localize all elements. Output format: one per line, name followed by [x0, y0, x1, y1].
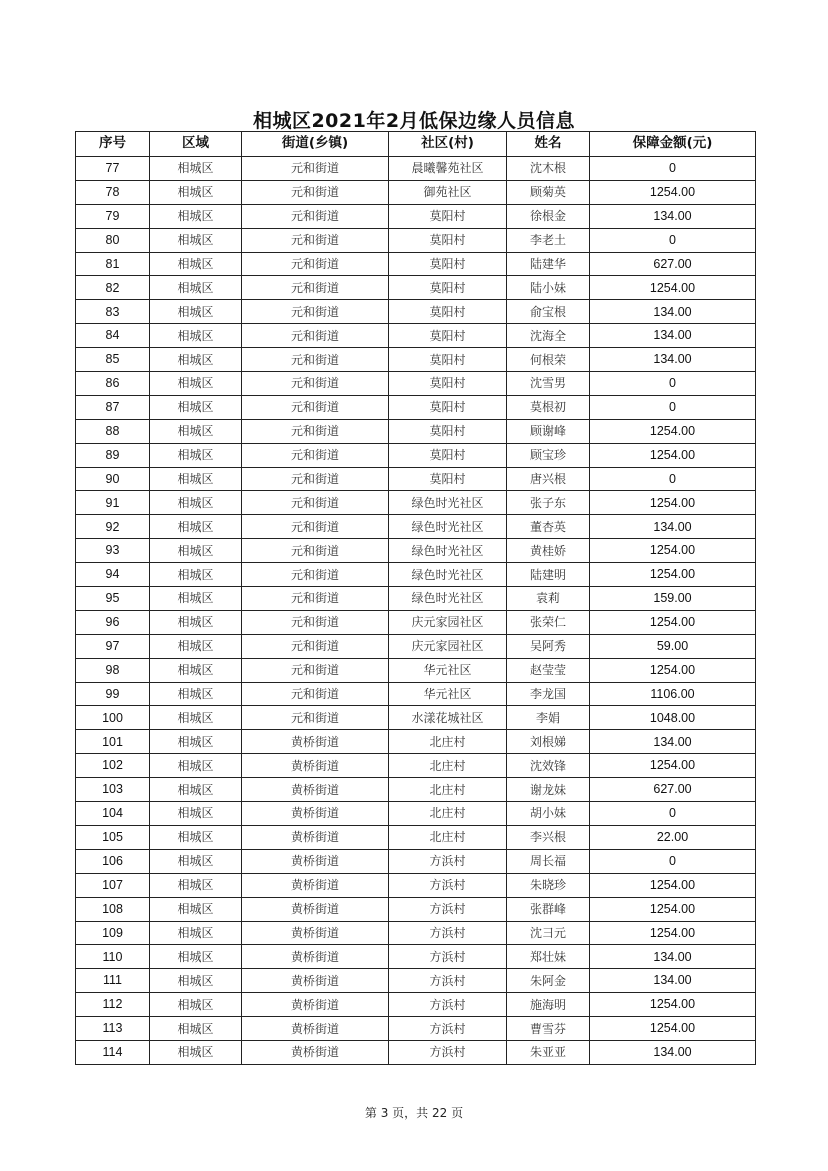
header-name: 姓名: [507, 132, 590, 157]
cell-amount: 134.00: [590, 204, 756, 228]
cell-district: 相城区: [150, 300, 242, 324]
table-row: [76, 467, 756, 491]
cell-street: 元和街道: [242, 467, 389, 491]
cell-street: 黄桥街道: [242, 1040, 389, 1064]
cell-index: 101: [76, 730, 150, 754]
table-row: [76, 1040, 756, 1064]
table-row: [76, 873, 756, 897]
cell-community: 方浜村: [389, 1017, 507, 1041]
header-index: 序号: [76, 132, 150, 157]
cell-district: 相城区: [150, 515, 242, 539]
cell-name: 李兴根: [507, 825, 590, 849]
cell-community: 绿色时光社区: [389, 587, 507, 611]
cell-name: 俞宝根: [507, 300, 590, 324]
cell-community: 莫阳村: [389, 228, 507, 252]
cell-street: 元和街道: [242, 539, 389, 563]
cell-name: 郑壮妹: [507, 945, 590, 969]
cell-name: 曹雪芬: [507, 1017, 590, 1041]
cell-name: 袁莉: [507, 587, 590, 611]
cell-street: 黄桥街道: [242, 897, 389, 921]
cell-index: 84: [76, 324, 150, 348]
cell-community: 方浜村: [389, 1040, 507, 1064]
cell-amount: 1254.00: [590, 897, 756, 921]
header-community: 社区(村): [389, 132, 507, 157]
cell-community: 莫阳村: [389, 324, 507, 348]
cell-index: 87: [76, 395, 150, 419]
cell-name: 刘根娣: [507, 730, 590, 754]
cell-amount: 1254.00: [590, 873, 756, 897]
cell-amount: 134.00: [590, 324, 756, 348]
cell-district: 相城区: [150, 849, 242, 873]
cell-index: 100: [76, 706, 150, 730]
cell-amount: 1254.00: [590, 921, 756, 945]
table-row: [76, 395, 756, 419]
table-row: [76, 1017, 756, 1041]
cell-name: 顾谢峰: [507, 419, 590, 443]
cell-index: 88: [76, 419, 150, 443]
cell-amount: 134.00: [590, 730, 756, 754]
cell-community: 绿色时光社区: [389, 539, 507, 563]
cell-index: 109: [76, 921, 150, 945]
cell-amount: 1254.00: [590, 419, 756, 443]
cell-index: 111: [76, 969, 150, 993]
cell-community: 方浜村: [389, 873, 507, 897]
cell-index: 105: [76, 825, 150, 849]
cell-district: 相城区: [150, 228, 242, 252]
cell-community: 华元社区: [389, 658, 507, 682]
table-row: [76, 419, 756, 443]
cell-index: 79: [76, 204, 150, 228]
table-row: [76, 252, 756, 276]
cell-index: 90: [76, 467, 150, 491]
cell-name: 陆建明: [507, 563, 590, 587]
table-row: [76, 563, 756, 587]
cell-name: 顾菊英: [507, 180, 590, 204]
cell-amount: 134.00: [590, 945, 756, 969]
table-header-row: [76, 132, 756, 157]
cell-amount: 1254.00: [590, 754, 756, 778]
table-row: [76, 754, 756, 778]
table-row: [76, 730, 756, 754]
header-district: 区域: [150, 132, 242, 157]
cell-street: 黄桥街道: [242, 993, 389, 1017]
cell-community: 方浜村: [389, 945, 507, 969]
cell-community: 莫阳村: [389, 372, 507, 396]
table-row: [76, 634, 756, 658]
cell-name: 沈彐元: [507, 921, 590, 945]
cell-name: 李娟: [507, 706, 590, 730]
cell-index: 103: [76, 778, 150, 802]
cell-community: 庆元家园社区: [389, 610, 507, 634]
cell-district: 相城区: [150, 658, 242, 682]
cell-index: 81: [76, 252, 150, 276]
table-row: [76, 658, 756, 682]
cell-amount: 1254.00: [590, 276, 756, 300]
cell-district: 相城区: [150, 252, 242, 276]
cell-community: 莫阳村: [389, 348, 507, 372]
cell-community: 御苑社区: [389, 180, 507, 204]
cell-street: 元和街道: [242, 658, 389, 682]
cell-index: 95: [76, 587, 150, 611]
cell-index: 86: [76, 372, 150, 396]
cell-index: 98: [76, 658, 150, 682]
cell-index: 106: [76, 849, 150, 873]
cell-index: 107: [76, 873, 150, 897]
cell-community: 北庄村: [389, 754, 507, 778]
cell-name: 徐根金: [507, 204, 590, 228]
table-row: [76, 348, 756, 372]
cell-amount: 1254.00: [590, 539, 756, 563]
cell-district: 相城区: [150, 682, 242, 706]
cell-district: 相城区: [150, 419, 242, 443]
cell-amount: 1048.00: [590, 706, 756, 730]
cell-street: 元和街道: [242, 252, 389, 276]
cell-community: 绿色时光社区: [389, 563, 507, 587]
data-table: [75, 131, 756, 1065]
cell-district: 相城区: [150, 945, 242, 969]
cell-street: 元和街道: [242, 348, 389, 372]
cell-index: 85: [76, 348, 150, 372]
table-row: [76, 587, 756, 611]
cell-community: 莫阳村: [389, 467, 507, 491]
cell-street: 元和街道: [242, 587, 389, 611]
table-row: [76, 802, 756, 826]
cell-amount: 1106.00: [590, 682, 756, 706]
cell-street: 黄桥街道: [242, 849, 389, 873]
table-row: [76, 443, 756, 467]
cell-name: 张群峰: [507, 897, 590, 921]
cell-district: 相城区: [150, 969, 242, 993]
table-row: [76, 515, 756, 539]
cell-amount: 1254.00: [590, 1017, 756, 1041]
page-footer: 第 3 页，共 22 页: [364, 1106, 464, 1120]
cell-street: 黄桥街道: [242, 802, 389, 826]
cell-street: 元和街道: [242, 395, 389, 419]
cell-amount: 627.00: [590, 252, 756, 276]
cell-street: 元和街道: [242, 634, 389, 658]
cell-street: 元和街道: [242, 372, 389, 396]
table-row: [76, 276, 756, 300]
cell-name: 沈木根: [507, 157, 590, 181]
cell-street: 元和街道: [242, 682, 389, 706]
cell-amount: 0: [590, 157, 756, 181]
table-row: [76, 778, 756, 802]
cell-street: 元和街道: [242, 204, 389, 228]
cell-amount: 134.00: [590, 348, 756, 372]
cell-name: 谢龙妹: [507, 778, 590, 802]
cell-amount: 159.00: [590, 587, 756, 611]
cell-index: 99: [76, 682, 150, 706]
cell-community: 莫阳村: [389, 204, 507, 228]
cell-district: 相城区: [150, 324, 242, 348]
cell-district: 相城区: [150, 467, 242, 491]
cell-district: 相城区: [150, 180, 242, 204]
cell-index: 77: [76, 157, 150, 181]
cell-district: 相城区: [150, 563, 242, 587]
cell-name: 胡小妹: [507, 802, 590, 826]
cell-street: 元和街道: [242, 157, 389, 181]
cell-community: 晨曦馨苑社区: [389, 157, 507, 181]
cell-amount: 0: [590, 802, 756, 826]
cell-name: 朱阿金: [507, 969, 590, 993]
cell-name: 顾宝珍: [507, 443, 590, 467]
table-row: [76, 157, 756, 181]
cell-district: 相城区: [150, 157, 242, 181]
cell-street: 元和街道: [242, 300, 389, 324]
table-row: [76, 993, 756, 1017]
cell-community: 水漾花城社区: [389, 706, 507, 730]
cell-district: 相城区: [150, 372, 242, 396]
cell-street: 黄桥街道: [242, 969, 389, 993]
cell-district: 相城区: [150, 634, 242, 658]
cell-street: 元和街道: [242, 180, 389, 204]
cell-name: 张子东: [507, 491, 590, 515]
cell-index: 91: [76, 491, 150, 515]
cell-community: 方浜村: [389, 849, 507, 873]
cell-amount: 0: [590, 228, 756, 252]
cell-district: 相城区: [150, 754, 242, 778]
cell-name: 沈海全: [507, 324, 590, 348]
table-row: [76, 610, 756, 634]
cell-amount: 0: [590, 395, 756, 419]
cell-district: 相城区: [150, 491, 242, 515]
cell-street: 黄桥街道: [242, 921, 389, 945]
table-row: [76, 372, 756, 396]
cell-street: 黄桥街道: [242, 778, 389, 802]
cell-amount: 134.00: [590, 515, 756, 539]
cell-district: 相城区: [150, 610, 242, 634]
cell-district: 相城区: [150, 204, 242, 228]
document-title: 相城区2021年2月低保边缘人员信息: [252, 110, 576, 132]
cell-amount: 0: [590, 467, 756, 491]
cell-community: 方浜村: [389, 993, 507, 1017]
table-row: [76, 849, 756, 873]
cell-name: 施海明: [507, 993, 590, 1017]
cell-name: 唐兴根: [507, 467, 590, 491]
cell-name: 朱晓珍: [507, 873, 590, 897]
cell-street: 元和街道: [242, 443, 389, 467]
cell-district: 相城区: [150, 1040, 242, 1064]
cell-street: 黄桥街道: [242, 945, 389, 969]
cell-name: 何根荣: [507, 348, 590, 372]
cell-street: 元和街道: [242, 610, 389, 634]
cell-amount: 1254.00: [590, 658, 756, 682]
cell-amount: 1254.00: [590, 610, 756, 634]
cell-street: 元和街道: [242, 706, 389, 730]
cell-name: 陆建华: [507, 252, 590, 276]
cell-amount: 59.00: [590, 634, 756, 658]
cell-street: 元和街道: [242, 563, 389, 587]
cell-name: 董杏英: [507, 515, 590, 539]
cell-district: 相城区: [150, 443, 242, 467]
cell-index: 112: [76, 993, 150, 1017]
table-row: [76, 682, 756, 706]
cell-index: 97: [76, 634, 150, 658]
cell-district: 相城区: [150, 873, 242, 897]
cell-index: 102: [76, 754, 150, 778]
cell-index: 110: [76, 945, 150, 969]
cell-index: 96: [76, 610, 150, 634]
cell-name: 莫根初: [507, 395, 590, 419]
cell-amount: 1254.00: [590, 491, 756, 515]
cell-name: 张荣仁: [507, 610, 590, 634]
cell-community: 莫阳村: [389, 276, 507, 300]
cell-district: 相城区: [150, 348, 242, 372]
cell-street: 黄桥街道: [242, 873, 389, 897]
cell-community: 绿色时光社区: [389, 491, 507, 515]
cell-district: 相城区: [150, 395, 242, 419]
cell-name: 李龙国: [507, 682, 590, 706]
table-row: [76, 945, 756, 969]
cell-community: 绿色时光社区: [389, 515, 507, 539]
cell-street: 黄桥街道: [242, 1017, 389, 1041]
cell-district: 相城区: [150, 993, 242, 1017]
cell-street: 元和街道: [242, 419, 389, 443]
cell-street: 元和街道: [242, 228, 389, 252]
cell-index: 114: [76, 1040, 150, 1064]
cell-street: 黄桥街道: [242, 825, 389, 849]
table-row: [76, 324, 756, 348]
cell-community: 方浜村: [389, 969, 507, 993]
cell-district: 相城区: [150, 802, 242, 826]
cell-amount: 134.00: [590, 1040, 756, 1064]
cell-district: 相城区: [150, 706, 242, 730]
cell-name: 陆小妹: [507, 276, 590, 300]
cell-community: 莫阳村: [389, 395, 507, 419]
cell-district: 相城区: [150, 825, 242, 849]
header-street: 街道(乡镇): [242, 132, 389, 157]
cell-district: 相城区: [150, 921, 242, 945]
cell-index: 89: [76, 443, 150, 467]
cell-community: 北庄村: [389, 802, 507, 826]
cell-community: 方浜村: [389, 921, 507, 945]
table-row: [76, 969, 756, 993]
cell-community: 华元社区: [389, 682, 507, 706]
cell-district: 相城区: [150, 276, 242, 300]
table-row: [76, 300, 756, 324]
cell-street: 黄桥街道: [242, 754, 389, 778]
cell-community: 莫阳村: [389, 443, 507, 467]
cell-amount: 627.00: [590, 778, 756, 802]
cell-index: 104: [76, 802, 150, 826]
cell-district: 相城区: [150, 1017, 242, 1041]
cell-community: 北庄村: [389, 825, 507, 849]
cell-amount: 1254.00: [590, 180, 756, 204]
cell-index: 82: [76, 276, 150, 300]
cell-community: 北庄村: [389, 778, 507, 802]
cell-street: 黄桥街道: [242, 730, 389, 754]
cell-amount: 0: [590, 849, 756, 873]
cell-amount: 1254.00: [590, 443, 756, 467]
cell-index: 78: [76, 180, 150, 204]
cell-community: 方浜村: [389, 897, 507, 921]
table-row: [76, 706, 756, 730]
cell-street: 元和街道: [242, 276, 389, 300]
table-row: [76, 825, 756, 849]
cell-community: 庆元家园社区: [389, 634, 507, 658]
cell-name: 沈效锋: [507, 754, 590, 778]
cell-index: 108: [76, 897, 150, 921]
cell-index: 80: [76, 228, 150, 252]
cell-district: 相城区: [150, 587, 242, 611]
cell-index: 83: [76, 300, 150, 324]
cell-index: 113: [76, 1017, 150, 1041]
cell-district: 相城区: [150, 897, 242, 921]
cell-name: 周长福: [507, 849, 590, 873]
cell-amount: 1254.00: [590, 993, 756, 1017]
table-row: [76, 228, 756, 252]
cell-street: 元和街道: [242, 491, 389, 515]
table-row: [76, 491, 756, 515]
cell-amount: 22.00: [590, 825, 756, 849]
cell-community: 莫阳村: [389, 419, 507, 443]
cell-amount: 134.00: [590, 969, 756, 993]
cell-index: 93: [76, 539, 150, 563]
cell-district: 相城区: [150, 730, 242, 754]
table-row: [76, 180, 756, 204]
cell-name: 赵莹莹: [507, 658, 590, 682]
table-row: [76, 921, 756, 945]
cell-district: 相城区: [150, 778, 242, 802]
cell-amount: 134.00: [590, 300, 756, 324]
table-row: [76, 897, 756, 921]
header-amount: 保障金额(元): [590, 132, 756, 157]
cell-name: 朱亚亚: [507, 1040, 590, 1064]
table-row: [76, 539, 756, 563]
cell-community: 莫阳村: [389, 300, 507, 324]
cell-street: 元和街道: [242, 515, 389, 539]
cell-street: 元和街道: [242, 324, 389, 348]
table-body: [76, 157, 756, 1065]
table-row: [76, 204, 756, 228]
cell-district: 相城区: [150, 539, 242, 563]
cell-name: 沈雪男: [507, 372, 590, 396]
cell-name: 吴阿秀: [507, 634, 590, 658]
cell-community: 北庄村: [389, 730, 507, 754]
cell-index: 92: [76, 515, 150, 539]
cell-index: 94: [76, 563, 150, 587]
cell-amount: 0: [590, 372, 756, 396]
cell-name: 李老土: [507, 228, 590, 252]
cell-name: 黄桂娇: [507, 539, 590, 563]
cell-amount: 1254.00: [590, 563, 756, 587]
cell-community: 莫阳村: [389, 252, 507, 276]
